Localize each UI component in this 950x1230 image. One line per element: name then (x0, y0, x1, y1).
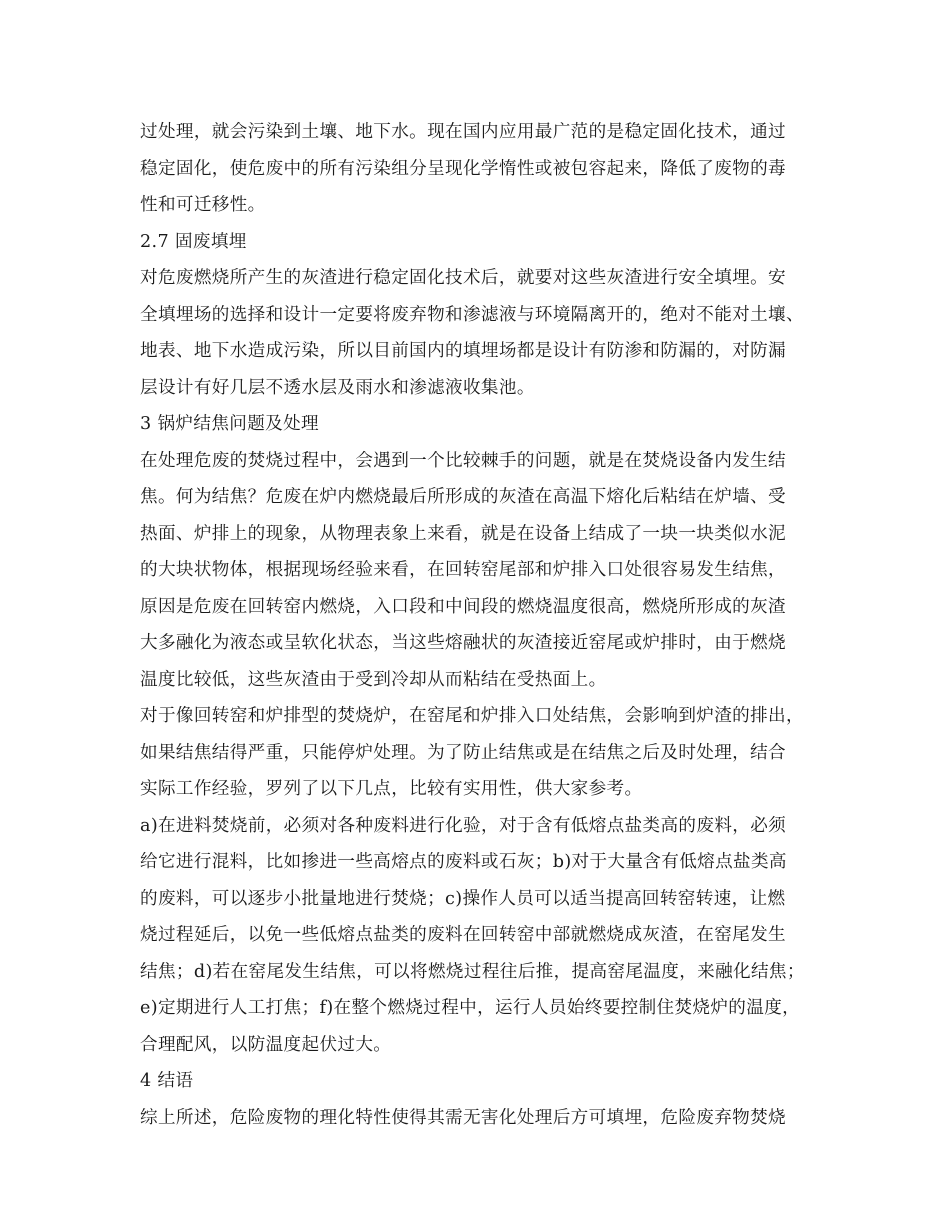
text-line: 地表、地下水造成污染，所以目前国内的填埋场都是设计有防渗和防漏的，对防漏 (140, 341, 786, 361)
text-line: 实际工作经验，罗列了以下几点，比较有实用性，供大家参考。 (140, 779, 643, 799)
text-line: 层设计有好几层不透水层及雨水和渗滤液收集池。 (140, 377, 535, 398)
section-heading: 4 结语 (140, 1071, 194, 1091)
text-line: 焦。何为结焦？危废在炉内燃烧最后所形成的灰渣在高温下熔化后粘结在炉墙、受 (140, 487, 786, 507)
text-line: 温度比较低，这些灰渣由于受到冷却从而粘结在受热面上。 (140, 669, 607, 690)
text-line: 烧过程延后，以免一些低熔点盐类的废料在回转窑中部就燃烧成灰渣，在窑尾发生 (140, 925, 786, 945)
text-line: 的废料，可以逐步小批量地进行焚烧；c)操作人员可以适当提高回转窑转速，让燃 (140, 888, 786, 909)
text-line: 过处理，就会污染到土壤、地下水。现在国内应用最广范的是稳定固化技术，通过 (140, 122, 786, 142)
section-heading: 2.7 固废填埋 (140, 231, 247, 252)
section-heading: 3 锅炉结焦问题及处理 (140, 414, 319, 434)
text-line: 对危废燃烧所产生的灰渣进行稳定固化技术后，就要对这些灰渣进行安全填埋。安 (140, 268, 786, 288)
text-line: 稳定固化，使危废中的所有污染组分呈现化学惰性或被包容起来，降低了废物的毒 (140, 158, 786, 179)
text-line: 给它进行混料，比如掺进一些高熔点的废料或石灰；b)对于大量含有低熔点盐类高 (140, 852, 787, 872)
text-line: 的大块状物体，根据现场经验来看，在回转窑尾部和炉排入口处很容易发生结焦， (140, 560, 786, 580)
text-line: 结焦；d)若在窑尾发生结焦，可以将燃烧过程往后推，提高窑尾温度，来融化结焦； (140, 961, 805, 982)
text-line: e)定期进行人工打焦；f)在整个燃烧过程中，运行人员始终要控制住焚烧炉的温度， (140, 998, 801, 1018)
document-body (140, 114, 820, 1136)
text-line: 合理配风，以防温度起伏过大。 (140, 1034, 392, 1055)
text-line: 大多融化为液态或呈软化状态，当这些熔融状的灰渣接近窑尾或炉排时，由于燃烧 (140, 633, 786, 653)
text-line: 全填埋场的选择和设计一定要将废弃物和渗滤液与环境隔离开的，绝对不能对土壤、 (140, 304, 804, 325)
text-line: 对于像回转窑和炉排型的焚烧炉，在窑尾和炉排入口处结焦，会影响到炉渣的排出， (140, 706, 804, 726)
text-line: 性和可迁移性。 (140, 195, 266, 215)
text-line: a)在进料焚烧前，必须对各种废料进行化验，对于含有低熔点盐类高的废料，必须 (140, 815, 787, 836)
text-line: 热面、炉排上的现象，从物理表象上来看，就是在设备上结成了一块一块类似水泥 (140, 523, 786, 544)
text-line: 在处理危废的焚烧过程中，会遇到一个比较棘手的问题，就是在焚烧设备内发生结 (140, 450, 786, 471)
text-line: 原因是危废在回转窑内燃烧，入口段和中间段的燃烧温度很高，燃烧所形成的灰渣 (140, 596, 786, 617)
text-line: 如果结焦结得严重，只能停炉处理。为了防止结焦或是在结焦之后及时处理，结合 (140, 742, 786, 763)
text-line: 综上所述，危险废物的理化特性使得其需无害化处理后方可填埋，危险废弃物焚烧 (140, 1107, 786, 1128)
